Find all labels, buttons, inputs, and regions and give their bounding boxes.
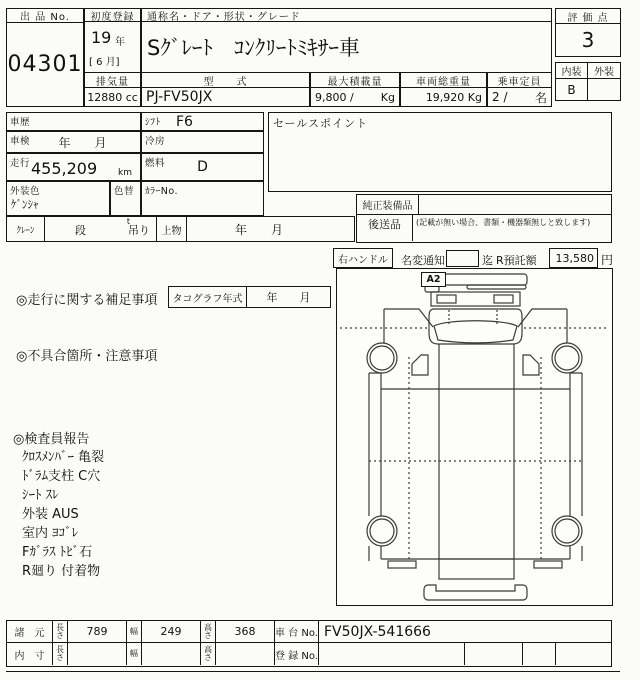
mileage-label: 走行 — [10, 158, 31, 169]
crane-spec-cell — [45, 217, 157, 241]
until-label: 迄 — [482, 254, 493, 267]
reg-no-label: 登 録 No. — [275, 643, 319, 665]
recolor-cell — [110, 181, 141, 216]
oem-equipment-value — [419, 195, 611, 214]
capacity-unit: 名 — [534, 90, 547, 105]
score-value: 3 — [581, 28, 595, 52]
first-registration-label: 初度登録 — [84, 8, 141, 22]
crane-lift-label: 吊り — [128, 224, 150, 237]
cooling-label: 冷房 — [145, 136, 166, 147]
sheet-bottom-rule — [6, 671, 620, 672]
lot-number-label: 出 品 No. — [7, 9, 83, 23]
first-registration-cell — [84, 21, 141, 73]
first-registration-month: [ 6 月] — [89, 57, 120, 68]
inspection-label: 車検 — [10, 136, 31, 147]
cargo-label: 上物 — [157, 217, 187, 241]
inner-height-value — [216, 643, 275, 665]
exterior-label: 外装 — [594, 67, 614, 78]
lot-number-value: 04301 — [7, 52, 83, 77]
width-label: 幅 — [127, 621, 142, 642]
length-label: 長さ — [53, 643, 68, 665]
gross-weight-value: 19,920 Kg — [400, 87, 487, 107]
crane-ton-label: t — [126, 217, 130, 226]
inspector-item: 外装 AUS — [22, 507, 79, 522]
exterior-value — [588, 79, 620, 100]
interior-exterior-box — [555, 62, 621, 101]
exterior-color-cell — [6, 181, 110, 216]
score-box — [555, 8, 621, 57]
height-label: 高さ — [201, 643, 216, 665]
chassis-no-label: 車 台 No. — [275, 621, 319, 642]
reg-no-subcell — [556, 643, 611, 665]
later-items-note: (記載が無い場合、書類・機器類無しと致します) — [416, 218, 591, 227]
max-load-value: 9,800 / — [315, 90, 354, 104]
gross-weight-label: 車両総重量 — [400, 72, 487, 88]
spec-width-value: 249 — [142, 621, 201, 642]
chassis-no-value: FV50JX-541666 — [324, 623, 431, 640]
inner-row-label: 内 寸 — [7, 643, 53, 665]
spec-length-value: 789 — [68, 621, 127, 642]
model-code-value: PJ-FV50JX — [141, 87, 310, 107]
inspector-item: 室内 ﾖｺﾞﾚ — [22, 526, 79, 541]
inspection-cell — [6, 131, 141, 153]
crane-label: ｸﾚｰﾝ — [7, 217, 45, 241]
shift-label: ｼﾌﾄ — [145, 117, 161, 128]
table-row — [7, 621, 611, 643]
first-registration-year-suffix: 年 — [115, 37, 125, 48]
interior-value: B — [556, 79, 588, 100]
model-name-value: Sｸﾞﾚｰﾄ ｺﾝｸﾘｰﾄﾐｷｻｰ車 — [141, 21, 552, 73]
fuel-value: D — [197, 159, 208, 175]
oem-equipment-label: 純正装備品 — [357, 195, 419, 214]
run-note-heading: ◎走行に関する補足事項 — [16, 293, 158, 308]
height-label: 高さ — [201, 621, 216, 642]
reg-no-subcell — [523, 643, 556, 665]
diagram-marker-badge: A2 — [421, 272, 446, 287]
inspector-item: ｸﾛｽﾒﾝﾊﾞｰ 亀裂 — [22, 450, 105, 465]
inner-width-value — [142, 643, 201, 665]
vehicle-diagram-box — [336, 268, 613, 606]
displacement-value: 12880 cc — [84, 87, 141, 107]
deposit-label: R預託額 — [496, 254, 537, 267]
vehicle-top-view-diagram — [337, 269, 611, 604]
table-row — [7, 643, 611, 665]
color-no-label: ｶﾗｰNo. — [145, 186, 179, 197]
crane-stage-label: 段 — [75, 224, 86, 237]
yen-label: 円 — [601, 253, 614, 267]
capacity-value: 2 / — [492, 90, 508, 104]
defects-heading: ◎不具合箇所・注意事項 — [16, 349, 158, 364]
mileage-value: 455,209 — [31, 159, 98, 178]
crane-row — [6, 216, 355, 242]
reg-no-cell — [319, 643, 611, 665]
inspector-item: ﾄﾞﾗﾑ支柱 C穴 — [22, 469, 101, 484]
right-handle-badge: 右ハンドル — [333, 248, 393, 268]
tachograph-value: 年 月 — [266, 291, 311, 304]
fuel-cell — [141, 153, 264, 181]
later-items-label: 後送品 — [357, 215, 413, 241]
inspector-item: ｼｰﾄ ｽﾚ — [22, 488, 59, 503]
lot-number-box — [6, 8, 84, 107]
fuel-label: 燃料 — [145, 158, 166, 169]
shift-value: F6 — [176, 114, 193, 130]
deposit-value: 13,580 — [549, 248, 598, 268]
mileage-cell — [6, 153, 141, 181]
model-code-label: 型 式 — [141, 72, 310, 88]
history-cell — [6, 112, 141, 131]
equipment-box — [356, 194, 612, 243]
mileage-unit: km — [118, 168, 132, 178]
color-no-cell — [141, 181, 264, 216]
displacement-label: 排気量 — [84, 72, 141, 88]
first-registration-year: 19 — [91, 28, 112, 47]
spec-row-label: 諸 元 — [7, 621, 53, 642]
name-change-field — [446, 250, 479, 267]
reg-no-value — [319, 643, 465, 665]
dimensions-table — [6, 620, 612, 667]
exterior-color-label: 外装色 — [10, 186, 41, 197]
tachograph-box — [168, 286, 331, 308]
tachograph-label: タコグラフ年式 — [169, 287, 247, 307]
inspector-item: R廻り 付着物 — [22, 564, 101, 579]
capacity-label: 乗車定員 — [487, 72, 552, 88]
inspector-item: Fｶﾞﾗｽ ﾄﾋﾞ石 — [22, 545, 93, 560]
exterior-color-value: ｹﾞﾝｼｬ — [11, 198, 39, 211]
interior-label: 内装 — [556, 63, 588, 78]
score-label: 評 価 点 — [556, 9, 620, 24]
spec-height-value: 368 — [216, 621, 275, 642]
max-load-unit: Kg — [380, 90, 395, 104]
max-load-cell — [310, 87, 400, 107]
model-name-label: 通称名・ドア・形状・グレード — [141, 8, 552, 22]
length-label: 長さ — [53, 621, 68, 642]
width-label: 幅 — [127, 643, 142, 665]
max-load-label: 最大積載量 — [310, 72, 400, 88]
shift-cell — [141, 112, 264, 131]
sales-point-box — [268, 112, 612, 192]
cargo-value: 年 月 — [235, 222, 284, 237]
history-label: 車歴 — [10, 117, 31, 128]
name-change-label: 名変通知 — [401, 254, 445, 267]
recolor-label: 色替 — [114, 186, 135, 197]
inner-length-value — [68, 643, 127, 665]
inspection-value: 年 月 — [58, 135, 107, 150]
sales-point-label: セールスポイント — [273, 117, 369, 130]
inspector-heading: ◎検査員報告 — [13, 432, 90, 447]
capacity-cell — [487, 87, 552, 107]
reg-no-subcell — [465, 643, 523, 665]
cooling-cell — [141, 131, 264, 153]
